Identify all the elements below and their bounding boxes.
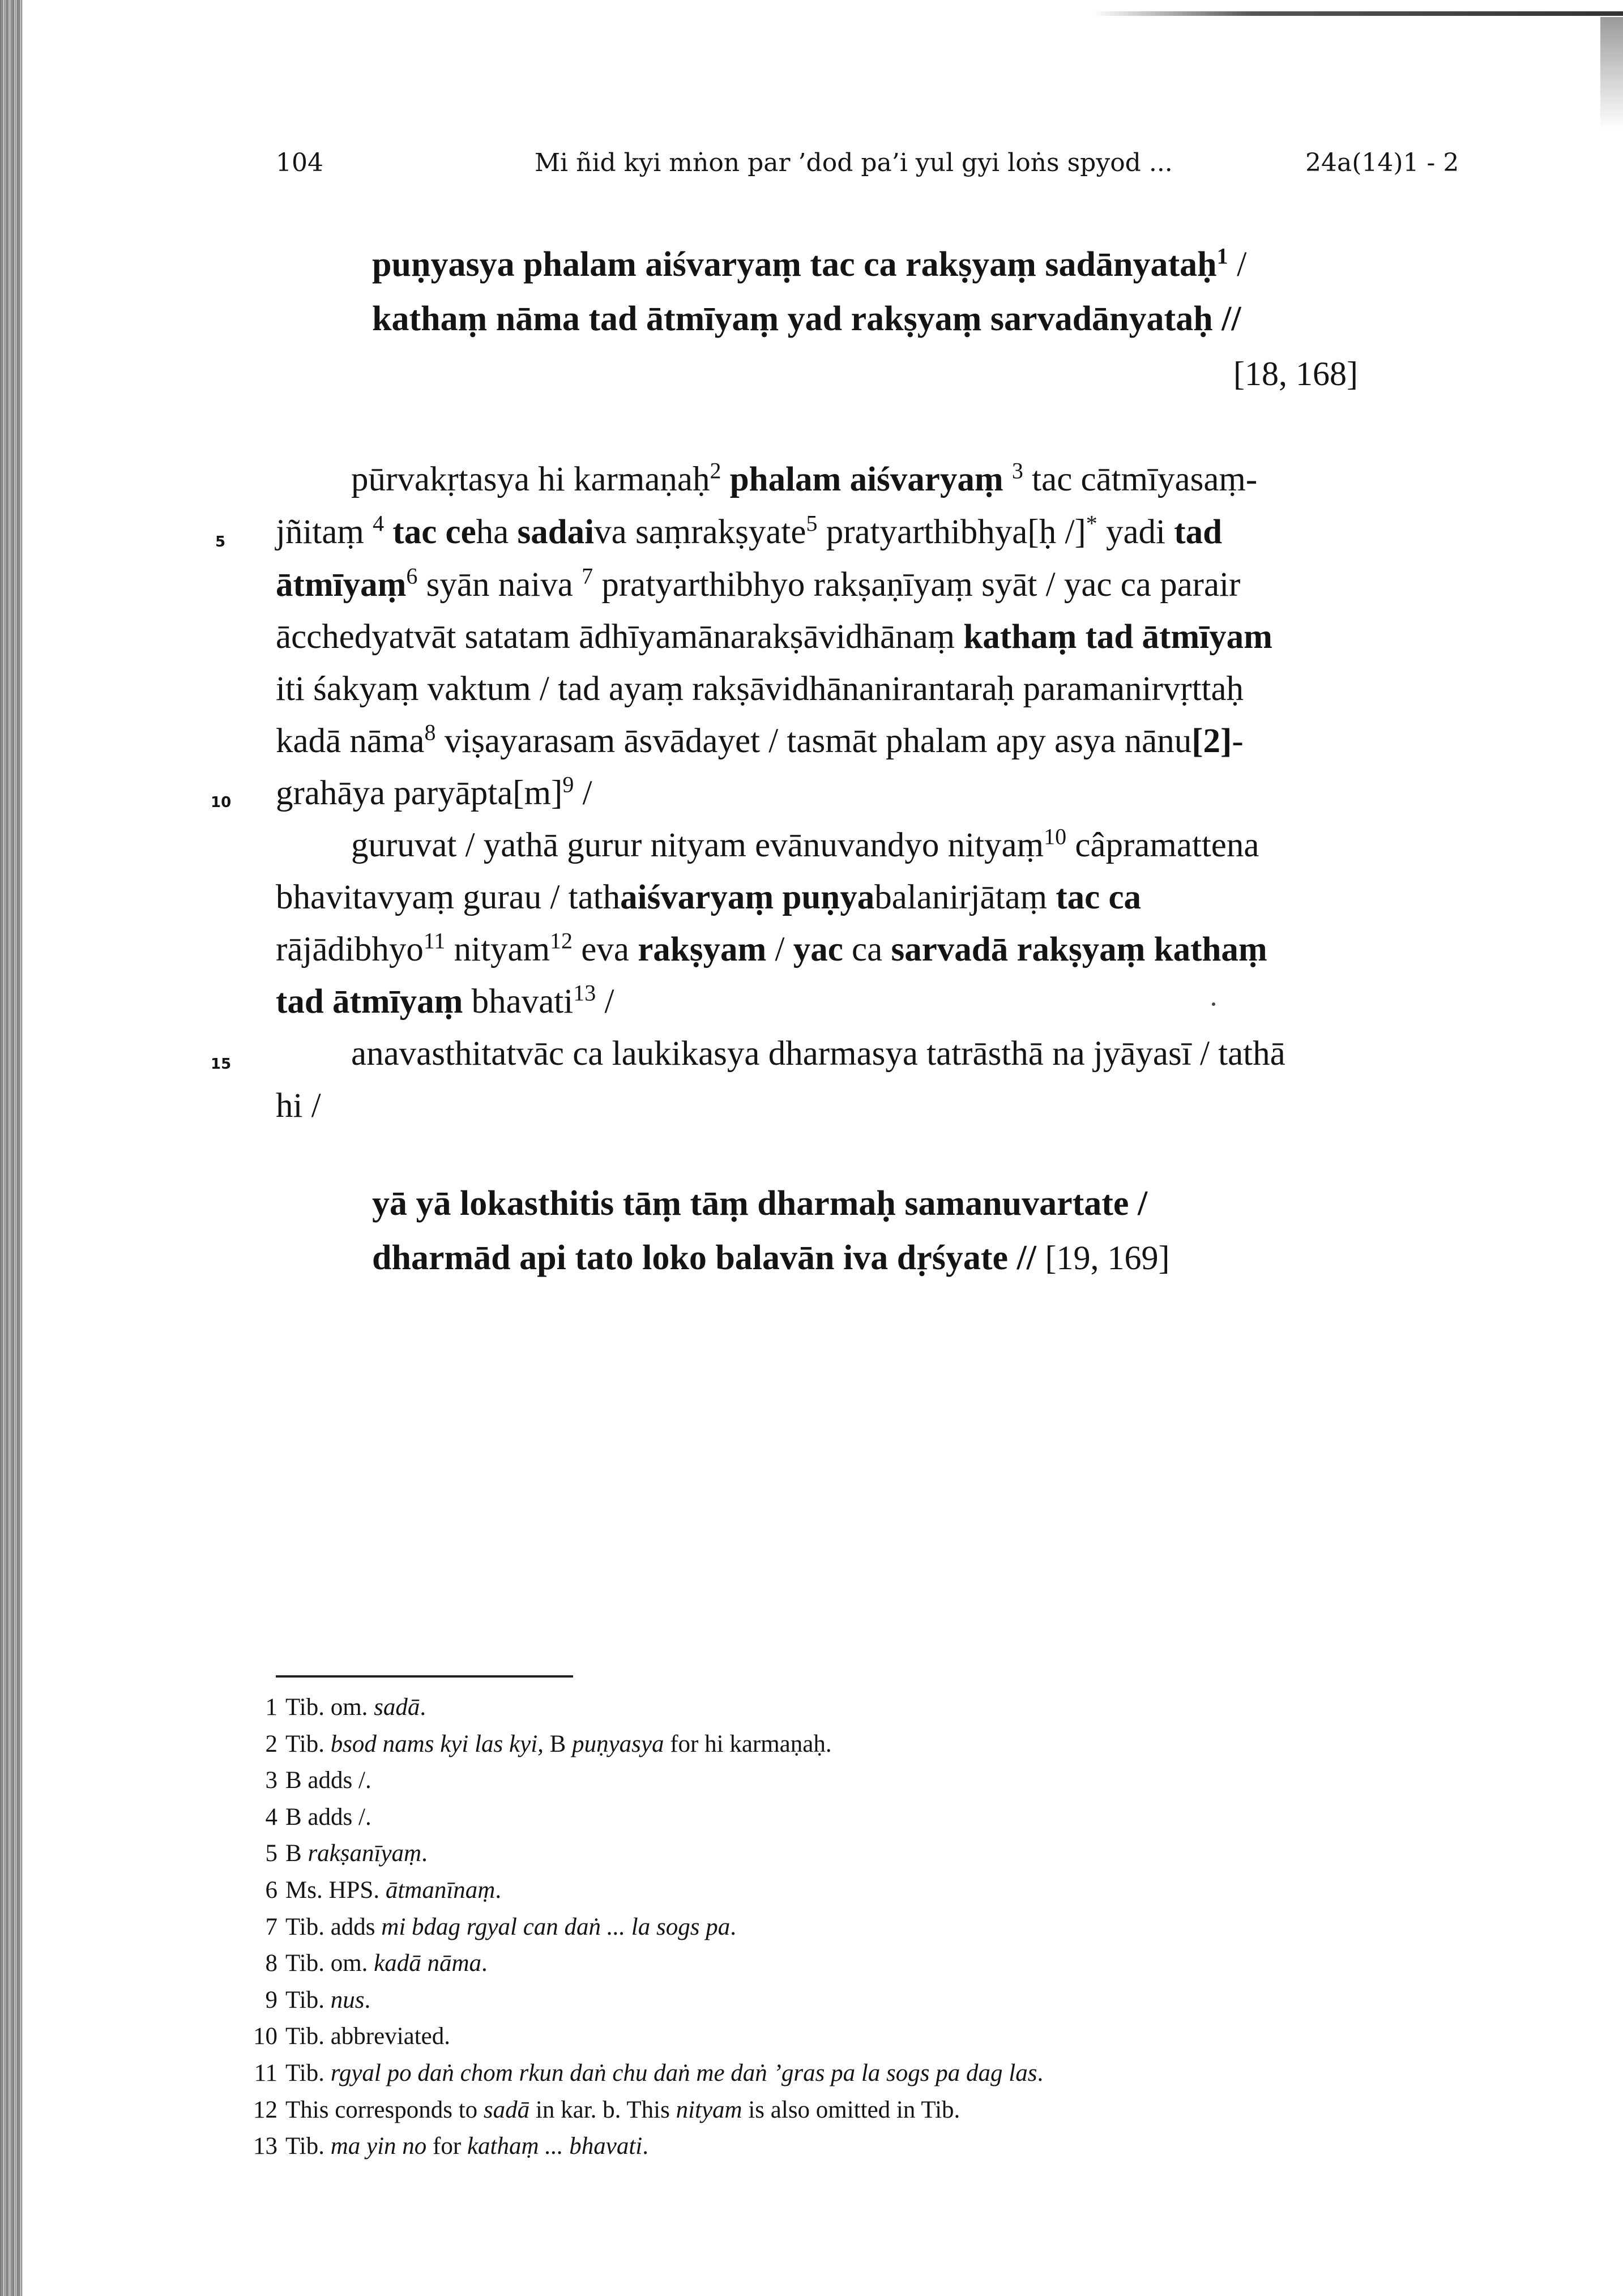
prose-line-11: tad ātmīyaṃ bhavati$^{13}$ / xyxy=(276,980,614,1021)
footnote-6: 6 Ms. HPS. ātmanīnaṃ. xyxy=(265,1877,502,1904)
scan-speck xyxy=(1212,1002,1215,1006)
prose-line-13: hi / xyxy=(276,1087,321,1125)
footnote-9: 9 Tib. nus. xyxy=(265,1986,371,2013)
footnote-1: 1 Tib. om. sadā. xyxy=(265,1694,426,1721)
prose-line-12: anavasthitatvāc ca laukikasya dharmasya tatrāsthā na jyāyasī / tathā xyxy=(351,1035,1285,1073)
verse-2-line-1: yā yā lokasthitis tāṃ tāṃ dharmaḥ samanuvartate / xyxy=(372,1184,1148,1223)
line-number-5: 5 xyxy=(215,534,226,550)
verse-1-reference: [18, 168] xyxy=(1233,355,1358,392)
prose-line-1: pūrvakṛtasya hi karmaṇaḥ$^2$ phalam aiśvaryaṃ $^3$ tac cātmīyasaṃ- xyxy=(351,458,1258,498)
footnote-3: 3 B adds /. xyxy=(265,1767,371,1794)
prose-line-2: jñitaṃ $^4$ tac ceha sadaiva saṃrakṣyate$^5$ pratyarthibhya[ḥ /]* yadi tad xyxy=(276,510,1222,551)
prose-line-9: bhavitavyaṃ gurau / tathaiśvaryaṃ puṇyabalanirjātaṃ tac ca xyxy=(276,878,1142,916)
footnote-rule xyxy=(276,1675,573,1678)
prose-line-3: ātmīyaṃ$^6$ syān naiva $^7$ pratyarthibhyo rakṣaṇīyaṃ syāt / yac ca parair xyxy=(276,563,1241,604)
running-title: Mi ñid kyi mṅon par ’dod pa’i yul gyi loṅs spyod ... xyxy=(535,148,1173,177)
footnote-7: 7 Tib. adds mi bdag rgyal can daṅ ... la sogs pa. xyxy=(265,1913,736,1940)
folio-reference: 24a(14)1 - 2 xyxy=(1305,148,1459,177)
verse-1-line-1: puṇyasya phalam aiśvaryaṃ tac ca rakṣyaṃ sadānyataḥ$^1$ / xyxy=(372,243,1247,284)
footnote-8: 8 Tib. om. kadā nāma. xyxy=(265,1950,488,1977)
verse-1-line-2: kathaṃ nāma tad ātmīyaṃ yad rakṣyaṃ sarvadānyataḥ // xyxy=(372,300,1241,338)
prose-line-6: kadā nāma$^8$ viṣayarasam āsvādayet / tasmāt phalam apy asya nānu[2]- xyxy=(276,719,1244,760)
footnote-11: 11 Tib. rgyal po daṅ chom rkun daṅ chu daṅ me daṅ ’gras pa la sogs pa dag las. xyxy=(254,2060,1044,2086)
footnote-2: 2 Tib. bsod nams kyi las kyi, B puṇyasya for hi karmaṇaḥ. xyxy=(265,1730,832,1757)
prose-line-7: grahāya $paryāpta[m]^9$ / xyxy=(276,771,592,812)
footnote-4: 4 B adds /. xyxy=(265,1803,371,1830)
scan-binding-edge xyxy=(0,0,23,2296)
scan-top-shadow xyxy=(1093,11,1623,16)
verse-2-line-2: dharmād api tato loko balavān iva dṛśyate // [19, 169] xyxy=(372,1239,1170,1277)
prose-line-10: rājādibhyo$^{11}$ nityam$^{12}$ eva rakṣyam / yac ca sarvadā rakṣyaṃ kathaṃ xyxy=(276,928,1267,968)
prose-line-4: ācchedyatvāt satatam ādhīyamānarakṣāvidhānaṃ kathaṃ tad ātmīyam xyxy=(276,618,1272,656)
prose-line-8: guruvat / yathā gurur nityam evānuvandyo nityaṃ$^{10}$ câpramattena xyxy=(351,823,1259,864)
prose-line-5: iti śakyaṃ vaktum / tad ayaṃ rakṣāvidhānanirantaraḥ paramanirvṛttaḥ xyxy=(276,670,1244,708)
page-number: 104 xyxy=(276,148,323,177)
scan-corner-shadow xyxy=(1600,17,1623,130)
footnote-12: 12 This corresponds to sadā in kar. b. This nityam is also omitted in Tib. xyxy=(253,2096,960,2123)
line-number-10: 10 xyxy=(211,794,232,811)
footnote-5: 5 B rakṣanīyaṃ. xyxy=(265,1840,428,1867)
footnote-10: 10 Tib. abbreviated. xyxy=(253,2023,451,2050)
footnote-13: 13 Tib. ma yin no for kathaṃ ... bhavati. xyxy=(253,2133,649,2160)
line-number-15: 15 xyxy=(211,1056,232,1073)
